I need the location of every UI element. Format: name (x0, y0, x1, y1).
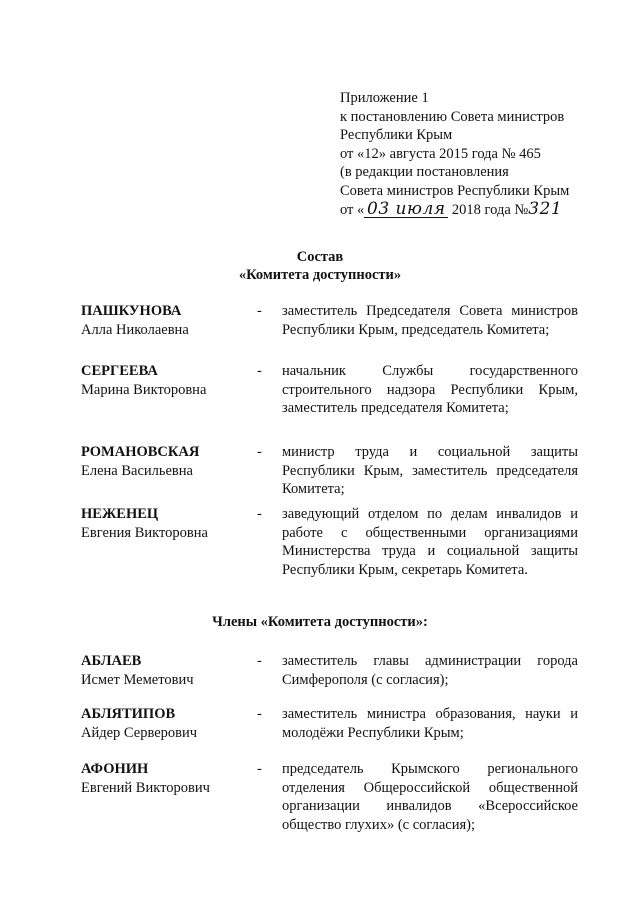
member-surname: АБЛАЕВ (81, 653, 142, 669)
member-name (81, 505, 251, 542)
member-dash: - (257, 761, 262, 777)
member-surname: РОМАНОВСКАЯ (81, 444, 200, 460)
member-name (81, 443, 251, 480)
title-line-1: Состав (296, 249, 344, 265)
member-surname: НЕЖЕНЕЦ (81, 506, 159, 522)
member-name (81, 652, 251, 689)
member-given-name: Евгения Викторовна (81, 524, 208, 541)
member-position: заместитель министра образования, науки и молодёжи Республики Крым; (282, 706, 578, 741)
handwritten-date: 03 июля (364, 201, 448, 218)
member-surname: АБЛЯТИПОВ (81, 706, 176, 722)
member-given-name: Айдер Серверович (81, 724, 198, 741)
member-position: заместитель Председателя Совета министров Республики Крым, председатель Комитета; (282, 303, 578, 338)
year-text: 2018 года № (451, 202, 529, 218)
appendix-line: Совета министров Республики Крым (340, 182, 570, 199)
member-given-name: Елена Васильевна (81, 462, 193, 479)
title-line-2: «Комитета доступности» (238, 267, 402, 283)
member-name (81, 302, 251, 339)
member-given-name: Исмет Меметович (81, 671, 194, 688)
member-given-name: Евгений Викторович (81, 779, 210, 796)
member-name (81, 362, 251, 399)
appendix-line: Приложение 1 (340, 90, 429, 106)
member-name (81, 760, 251, 797)
amendment-date-line (340, 200, 625, 220)
member-name (81, 705, 251, 742)
appendix-line: от «12» августа 2015 года № 465 (340, 145, 541, 162)
member-dash: - (257, 444, 262, 460)
member-dash: - (257, 303, 262, 319)
date-prefix: от « (340, 202, 365, 218)
member-position: начальник Службы государственного строительного надзора Республики Крым, заместитель председателя Комитета; (282, 363, 578, 416)
member-given-name: Марина Викторовна (81, 381, 207, 398)
member-surname: СЕРГЕЕВА (81, 363, 158, 379)
member-dash: - (257, 706, 262, 722)
member-dash: - (257, 653, 262, 669)
members-heading: Члены «Комитета доступности»: (212, 614, 428, 630)
member-position: заведующий отделом по делам инвалидов и работе с общественными организациями Министерства труда и социальной защиты Республики Крым, секретарь Комитета. (282, 506, 578, 578)
member-dash: - (257, 363, 262, 379)
member-position: заместитель главы администрации города Симферополя (с согласия); (282, 653, 578, 688)
appendix-line: Республики Крым (340, 127, 453, 143)
appendix-line: к постановлению Совета министров (340, 108, 565, 125)
handwritten-number: 321 (528, 199, 563, 219)
member-dash: - (257, 506, 262, 522)
appendix-line: (в редакции постановления (340, 164, 509, 180)
appendix-block (340, 89, 625, 220)
member-surname: ПАШКУНОВА (81, 303, 182, 319)
member-surname: АФОНИН (81, 761, 149, 777)
member-position: председатель Крымского регионального отделения Общероссийской общественной организации инвалидов «Всероссийское общество глухих» (с согласия); (282, 761, 578, 833)
member-given-name: Алла Николаевна (81, 321, 189, 338)
member-position: министр труда и социальной защиты Республики Крым, заместитель председателя Комитета; (282, 444, 578, 497)
